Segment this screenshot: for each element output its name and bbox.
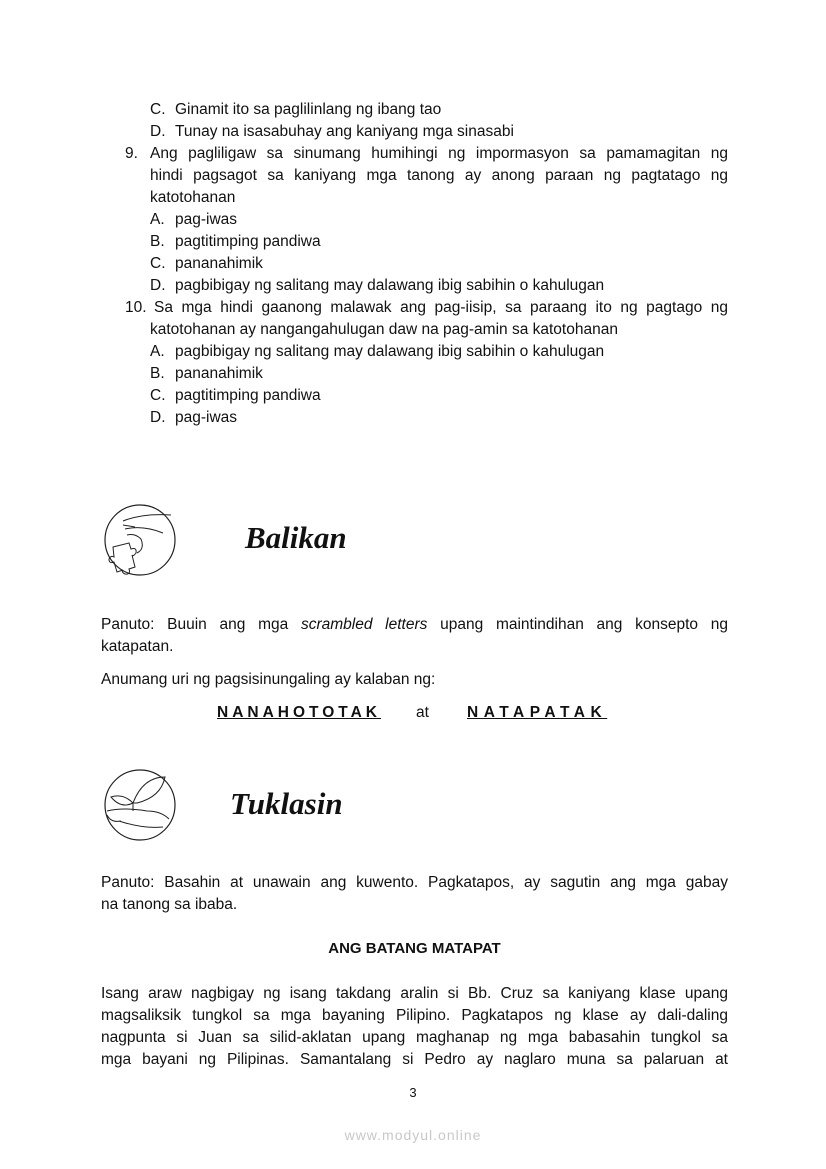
- question-text: Sa mga hindi gaanong malawak ang pag-iisip, sa paraang ito ng pagtago ng: [154, 299, 728, 316]
- option-text: pag-iwas: [175, 409, 238, 426]
- instructions-text: Panuto: Buuin ang mga: [101, 616, 301, 633]
- question-text: katotohanan ay nangangahulugan daw na pag-amin sa katotohanan: [150, 321, 618, 338]
- scrambled-word: NATAPATAK: [467, 704, 608, 721]
- prompt-text: Anumang uri ng pagsisinungaling ay kalaban ng:: [101, 671, 436, 688]
- section-title-tuklasin: Tuklasin: [230, 786, 343, 821]
- option-text: pagbibigay ng salitang may dalawang ibig sabihin o kahulugan: [175, 277, 605, 294]
- story-line: magsaliksik tungkol sa mga bayaning Pilipino. Pagkatapos ng klase ay dali-daling: [101, 1007, 728, 1024]
- instructions-italic: scrambled letters: [300, 616, 428, 633]
- scrambled-word: NANAHOTOTAK: [217, 704, 381, 721]
- option-letter: D.: [150, 277, 166, 294]
- section-title-balikan: Balikan: [245, 520, 347, 555]
- instructions: [101, 615, 728, 635]
- option-text: pag-iwas: [175, 211, 238, 228]
- story-line: Isang araw nagbigay ng isang takdang aralin si Bb. Cruz sa kaniyang klase upang: [101, 985, 728, 1002]
- story-title: ANG BATANG MATAPAT: [328, 940, 501, 957]
- option-letter: A.: [150, 211, 165, 228]
- puzzle-hand-icon: [103, 503, 177, 577]
- option-letter: A.: [150, 343, 165, 360]
- question-text: katotohanan: [150, 189, 236, 206]
- page-number: 3: [409, 1085, 417, 1100]
- instructions-text: Panuto: Basahin at unawain ang kuwento. Pagkatapos, ay sagutin ang mga gabay: [101, 874, 728, 891]
- connector-text: at: [416, 704, 429, 721]
- option-letter: D.: [150, 123, 166, 140]
- option-text: Ginamit ito sa paglilinlang ng ibang tao: [175, 101, 442, 118]
- question-text: Ang pagliligaw sa sinumang humihingi ng impormasyon sa pamamagitan ng: [150, 145, 728, 162]
- option-letter: B.: [150, 233, 165, 250]
- option-letter: C.: [150, 255, 166, 272]
- question-number: 9.: [125, 145, 138, 162]
- option-text: pagbibigay ng salitang may dalawang ibig sabihin o kahulugan: [175, 343, 605, 360]
- option-text: Tunay na isasabuhay ang kaniyang mga sinasabi: [175, 123, 514, 140]
- option-text: pagtitimping pandiwa: [175, 233, 321, 250]
- question-text: hindi pagsagot sa kaniyang mga tanong ay anong paraan ng pagtatago ng: [150, 167, 728, 184]
- option-text: pananahimik: [175, 365, 263, 382]
- story-line: nagpunta si Juan sa silid-aklatan upang maghanap ng mga babasahin tungkol sa: [101, 1029, 728, 1046]
- question-number: 10.: [125, 299, 147, 316]
- watermark: www.modyul.online: [344, 1127, 482, 1143]
- option-letter: D.: [150, 409, 166, 426]
- story-line: mga bayani ng Pilipinas. Samantalang si Pedro ay naglaro muna sa palaruan at: [101, 1051, 728, 1068]
- option-text: pananahimik: [175, 255, 263, 272]
- instructions-text: katapatan.: [101, 638, 174, 655]
- instructions-text: na tanong sa ibaba.: [101, 896, 238, 913]
- plant-hand-icon: [103, 767, 177, 843]
- option-text: pagtitimping pandiwa: [175, 387, 321, 404]
- option-letter: C.: [150, 101, 166, 118]
- option-letter: C.: [150, 387, 166, 404]
- instructions-text: upang maintindihan ang konsepto ng: [427, 616, 728, 633]
- option-letter: B.: [150, 365, 165, 382]
